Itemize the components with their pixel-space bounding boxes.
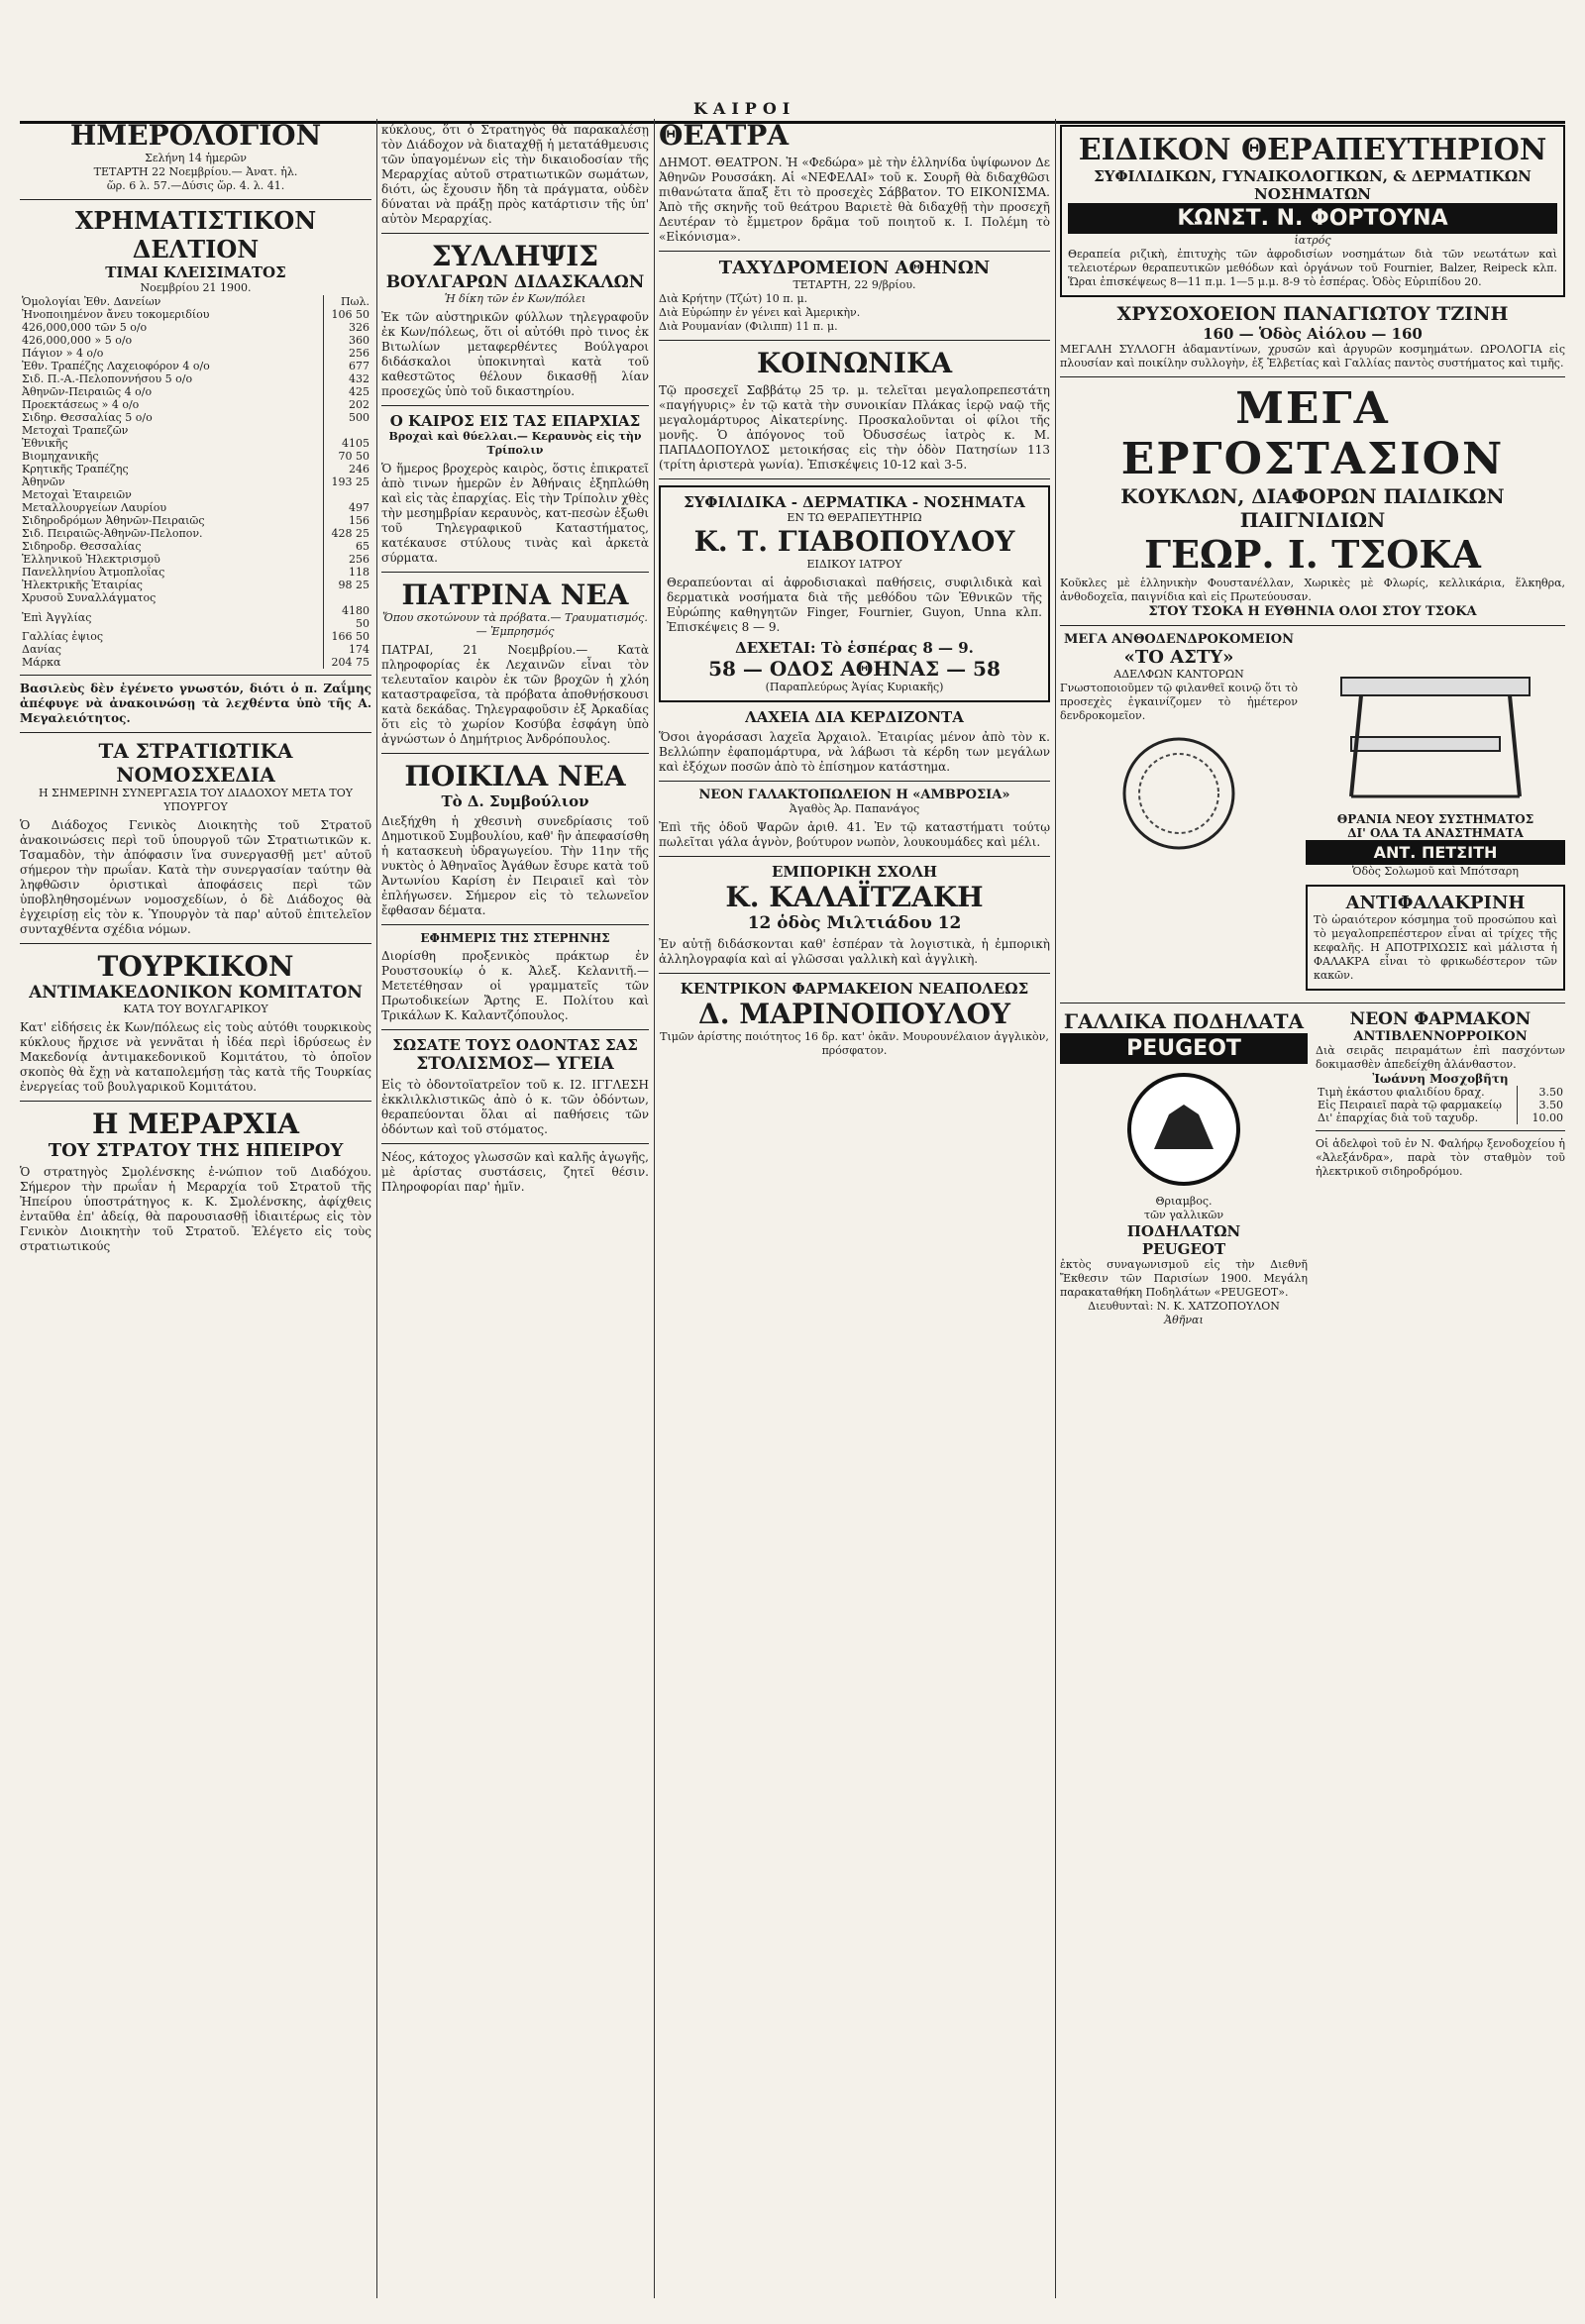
- spec-text: Θεραπεία ριζικὴ, ἐπιτυχὴς τῶν ἀφροδισίων νοσημάτων διὰ τῶν νεωτάτων καὶ τελειοτέρων θεραπευτικῶν μεθόδων καὶ ὀργάνων τοῦ Fournier, Balzer, Reipeck κλπ. Ὥραι ἐπισκέψεως 8—11 π.μ. 1—5 μ.μ. 8-9 τὸ ἑσπέρας. Ὁδὸς Εὐριπίδου 20.: [1068, 248, 1557, 288]
- divider: [20, 1101, 371, 1102]
- column-1: [20, 119, 371, 1258]
- row-value: 432: [324, 372, 372, 385]
- price-row: [1316, 1086, 1565, 1099]
- save-subtitle: ΣΤΟΛΙΣΜΟΣ— ΥΓΕΙΑ: [416, 1054, 614, 1074]
- fleet-text: Διορίσθη προξενικὸς πράκτωρ ἐν Ρουστσουκίῳ ὁ κ. Ἀλεξ. Κελανιτῆ.— Μετετέθησαν οἱ γραμματεῖς τῶν Πρωτοδικείων Ἄρτης Ε. Πολίτου καὶ Τρικάλων Κ. Καλαντζόπουλος.: [381, 949, 649, 1022]
- row-value: 174: [324, 643, 372, 656]
- toys-title: ΜΕΓΑ ΕΡΓΟΣΤΑΣΙΟΝ: [1120, 383, 1505, 484]
- school-title: ΕΜΠΟΡΙΚΗ ΣΧΟΛΗ: [771, 863, 938, 881]
- row-label: Ὁμολογίαι Ἐθν. Δανείων: [22, 295, 161, 308]
- pharmacy-title: ΚΕΝΤΡΙΚΟΝ ΦΑΡΜΑΚΕΙΟΝ ΝΕΑΠΟΛΕΩΣ: [680, 980, 1029, 998]
- patra-text: ΠΑΤΡΑΙ, 21 Νοεμβρίου.— Κατὰ πληροφορίας ἐκ Λεχαινῶν εἶναι τὸν τελευταῖον καιρὸν ἐκ τῶν βροχῶν ἡ χλόη καταστραφεῖσα, τὰ πρόβατα ἀποθνῄσκουσι κατὰ δεκάδας. Τηλεγραφοῦσιν ἐξ Ἀρκαδίας ὅτι εἰς τὸ χωρίον Κοσύβα ἐσφάγη ὑπὸ ἀγνώστων ὁ Δημήτριος Ἀνδρόπουλος.: [381, 643, 649, 746]
- school-desk-illustration: [1312, 638, 1559, 806]
- hair-ad: [1306, 885, 1565, 991]
- row-value: 4180 50: [324, 604, 372, 630]
- divider: [381, 924, 649, 925]
- divider: [20, 732, 371, 733]
- clinic-text: Θεραπεύονται αἱ ἀφροδισιακαὶ παθήσεις, συφιλιδικὰ καὶ δερματικὰ νοσήματα διὰ τῆς μεθόδου τῶν Ἑθνικῶν τῆς Εὐρώπης καθηγητῶν Finger, Fournier, Guyon, Unna κλπ. Ἐπισκέψεις 8 — 9.: [667, 576, 1042, 634]
- military-subtitle: Η ΣΗΜΕΡΙΝΗ ΣΥΝΕΡΓΑΣΙΑ ΤΟΥ ΔΙΑΔΟΧΟΥ ΜΕΤΑ ΤΟΥ ΥΠΟΥΡΓΟΥ: [38, 787, 354, 813]
- calendar-line: ΤΕΤΑΡΤΗ 22 Νοεμβρίου.— Ἀνατ. ἡλ.: [93, 165, 298, 178]
- spec-title: ΕΙΔΙΚΟΝ ΘΕΡΑΠΕΥΤΗΡΙΟΝ: [1078, 133, 1547, 167]
- masthead: ΚΑΙΡΟΙ: [693, 99, 796, 118]
- lion-logo-icon: [1124, 1070, 1243, 1189]
- finance-row: [20, 450, 371, 463]
- finance-row: [20, 321, 371, 334]
- gold-address: 160 — Ὁδὸς Αἰόλου — 160: [1203, 325, 1423, 343]
- row-label: Σιδ. Π.-Α.-Πελοποννήσου 5 ο/ο: [22, 372, 193, 385]
- flower-text: Γνωστοποιοῦμεν τῷ φιλανθεῖ κοινῷ ὅτι τὸ προσεχὲς ἐγκαινίζομεν τὸ ἡμέτερον δενδροκομεῖον.: [1060, 682, 1298, 722]
- row-label: Ἐθνικῆς: [22, 437, 68, 450]
- row-label: Μετοχαὶ Ἑταιρειῶν: [22, 488, 132, 501]
- row-value: 3.50: [1518, 1086, 1566, 1099]
- row-label: Σιδ. Πειραιῶς-Ἀθηνῶν-Πελοπον.: [22, 527, 203, 540]
- pharmacy-name: Δ. ΜΑΡΙΝΟΠΟΥΛΟΥ: [698, 998, 1010, 1030]
- peugeot-text: ἐκτὸς συναγωνισμοῦ εἰς τὴν Διεθνῆ Ἔκθεσιν τῶν Παρισίων 1900. Μεγάλη παρακαταθήκη Ποδηλάτων «PEUGEOT».: [1060, 1258, 1308, 1299]
- save-text: Εἰς τὸ ὀδοντοϊατρεῖον τοῦ κ. Ι2. ΙΓΓΛΕΣΗ ἐκκλιλκλιστικῶς ἀπὸ ὁ κ. τῶν ὀδόντων, θεραπεύονται ὅλαι αἱ παθήσεις τῶν ὀδόντων καὶ τοῦ στόματος.: [381, 1078, 649, 1136]
- row-value: 425: [324, 385, 372, 398]
- clinic-ad: [659, 485, 1050, 702]
- post-line: Διὰ Κρήτην (Τζώτ) 10 π. μ.: [659, 292, 808, 305]
- finance-row: [20, 475, 371, 488]
- finance-row: [20, 411, 371, 424]
- turkey-subtitle: ΚΑΤΑ ΤΟΥ ΒΟΥΛΓΑΡΙΚΟΥ: [123, 1003, 268, 1015]
- drug-title: ΝΕΟΝ ΦΑΡΜΑΚΟΝ: [1349, 1009, 1532, 1029]
- finance-row: [20, 372, 371, 385]
- patra-title: ΠΑΤΡΙΝΑ ΝΕΑ: [401, 579, 629, 611]
- row-label: Γαλλίας ἐψιος: [22, 630, 104, 643]
- row-label: Εἰς Πειραιεῖ παρὰ τῷ φαρμακείῳ: [1318, 1099, 1502, 1111]
- turkey-title-2: ΑΝΤΙΜΑΚΕΔΟΝΙΚΟΝ ΚΟΜΙΤΑΤΟΝ: [29, 983, 363, 1003]
- row-value: 677: [324, 360, 372, 372]
- row-label: Κρητικῆς Τραπέζης: [22, 463, 129, 475]
- price-row: [1316, 1111, 1565, 1124]
- arrest-title-2: ΒΟΥΛΓΑΡΩΝ ΔΙΔΑΣΚΑΛΩΝ: [385, 272, 645, 292]
- row-value: 98 25: [324, 579, 372, 591]
- shop-title: ΝΕΟΝ ΓΑΛΑΚΤΟΠΩΛΕΙΟΝ Η «ΑΜΒΡΟΣΙΑ»: [698, 788, 1010, 802]
- desk-title: ΘΡΑΝΙΑ ΝΕΟΥ ΣΥΣΤΗΜΑΤΟΣ: [1336, 812, 1534, 826]
- finance-row: [20, 579, 371, 591]
- clinic-subtitle: ΕΝ ΤΩ ΘΕΡΑΠΕΥΤΗΡΙΩ: [787, 511, 922, 524]
- turkey-title: ΤΟΥΡΚΙΚΟΝ: [97, 950, 294, 983]
- toys-name: ΓΕΩΡ. Ι. ΤΣΟΚΑ: [1144, 532, 1481, 577]
- row-label: Ἑλληνικοῦ Ἠλεκτρισμοῦ: [22, 553, 160, 566]
- finance-row: [20, 540, 371, 553]
- note: Βασιλεὺς δὲν ἐγένετο γνωστόν, διότι ὁ π. Ζαΐμης ἀπέφυγε νὰ ἀνακοινώσῃ τὰ λεχθέντα ὑπὸ τῆς Α. Μεγαλειότητος.: [20, 682, 371, 725]
- flower-ad: [1060, 632, 1298, 997]
- row-value: 256: [324, 347, 372, 360]
- row-value: 500: [324, 411, 372, 424]
- row-label: Δι' ἐπαρχίας διὰ τοῦ ταχυδρ.: [1318, 1111, 1479, 1124]
- finance-title: ΧΡΗΜΑΤΙΣΤΙΚΟΝ ΔΕΛΤΙΟΝ: [74, 206, 317, 264]
- finance-row: [20, 437, 371, 450]
- row-label: Ἐπὶ Ἀγγλίας: [22, 610, 92, 624]
- row-value: 497: [324, 501, 372, 514]
- clinic-hours: ΔΕΧΕΤΑΙ: Τὸ ἑσπέρας 8 — 9.: [735, 639, 974, 657]
- row-value: 118: [324, 566, 372, 579]
- arrest-text: Ἐκ τῶν αὐστηρικῶν φύλλων τηλεγραφοῦν ἐκ Κων/πόλεως, ὅτι οἱ αὐτόθι πρὸ τινος ἐκ Βιτωλίων μεταφερθέντες Βούλγαροι διδάσκαλοι ὑποκινηταὶ κατὰ τοῦ καθεστῶτος θέλουν δικασθῇ λίαν προσεχῶς ὑπὸ τοῦ δικαστηρίου.: [381, 310, 649, 398]
- arrest-subtitle: Ἡ δίκη τῶν ἐν Κων/πόλει: [444, 292, 586, 305]
- toys-subtitle: ΚΟΥΚΛΩΝ, ΔΙΑΦΟΡΩΝ ΠΑΙΔΙΚΩΝ ΠΑΙΓΝΙΔΙΩΝ: [1120, 484, 1505, 532]
- row-label: Προεκτάσεως » 4 ο/ο: [22, 398, 140, 411]
- patra-subtitle: Ὅπου σκοτώνουν τὰ πρόβατα.— Τραυματισμός.— Ἐμπρησμός: [382, 611, 648, 638]
- row-label: Πανελληνίου Ἀτμοπλοΐας: [22, 566, 165, 579]
- row-label: Χρυσοῦ Συναλλάγματος: [22, 591, 157, 604]
- lottery-title: ΛΑΧΕΙΑ ΔΙΑ ΚΕΡΔΙΖΟΝΤΑ: [745, 708, 964, 726]
- special-clinic-ad: [1060, 125, 1565, 297]
- row-label: Δανίας: [22, 643, 61, 656]
- row-value: 70 50: [324, 450, 372, 463]
- row-label: Σιδηροδρ. Θεσσαλίας: [22, 540, 142, 553]
- divider: [1060, 625, 1565, 626]
- peugeot-title: ΓΑΛΛΙΚΑ ΠΟΔΗΛΑΤΑ: [1063, 1009, 1305, 1033]
- flower-name: «ΤΟ ΑΣΤΥ»: [1123, 647, 1234, 668]
- row-value: [324, 591, 372, 604]
- divider: [20, 199, 371, 200]
- desk-owner: ΑΝΤ. ΠΕΤΣΙΤΗ: [1306, 840, 1565, 865]
- flower-owner: ΑΔΕΛΦΩΝ ΚΑΝΤΟΡΩΝ: [1113, 668, 1244, 681]
- calendar-line: ὥρ. 6 λ. 57.—Δύσις ὥρ. 4. λ. 41.: [106, 179, 285, 192]
- price-row: [1316, 1099, 1565, 1111]
- finance-row: [20, 295, 371, 308]
- weather-title: Ο ΚΑΙΡΟΣ ΕΙΣ ΤΑΣ ΕΠΑΡΧΙΑΣ: [389, 412, 641, 430]
- divider: [659, 251, 1050, 252]
- row-label: Ἐθν. Τραπέζης Λαχειοφόρον 4 ο/ο: [22, 360, 210, 372]
- shop-subtitle: Ἀγαθὸς Ἀρ. Παπανάγος: [789, 802, 920, 815]
- clinic-role: ΕΙΔΙΚΟΥ ΙΑΤΡΟΥ: [806, 558, 902, 571]
- row-value: 202: [324, 398, 372, 411]
- flower-title: ΜΕΓΑ ΑΝΘΟΔΕΝΔΡΟΚΟΜΕΙΟΝ: [1063, 632, 1295, 647]
- army-title: Η ΜΕΡΑΡΧΙΑ: [92, 1108, 299, 1140]
- theatre-text: ΔΗΜΟΤ. ΘΕΑΤΡΟΝ. Ἡ «Φεδώρα» μὲ τὴν ἑλληνίδα ὑψίφωνον Δε Ἀθηνῶν Ρουσσάκη. Αἱ «ΝΕΦΕΛΑΙ» τοῦ κ. Σουρῆ θὰ διδαχθῶσι πιθανώτατα ἅπαξ ἔτι τὸ προσεχὲς Σάββατον. ΤΟ ΕΙΚΟΝΙΣΜΑ. Ἀπὸ τῆς σκηνῆς τοῦ θεάτρου Βαριετὲ θὰ διδαχθῇ τὴν προσεχῆ Δευτέραν τὸ ἔμμετρον δρᾶμα τοῦ ποιητοῦ κ. Ι. Πολέμη τὸ «Εἰκόνισμα».: [659, 156, 1050, 244]
- toys-text: Κοῦκλες μὲ ἑλληνικὴν Φουστανέλλαν, Χωρικὲς μὲ Φλωρίς, κελλικάρια, ἕλκηθρα, ἀνθοδοχεῖα, παιγνίδια καὶ εἰς Πρωτεύουσαν.: [1060, 577, 1565, 603]
- divider: [659, 973, 1050, 974]
- finance-date: Νοεμβρίου 21 1900.: [140, 281, 252, 294]
- peugeot-agent: Διευθυνταὶ: Ν. Κ. ΧΑΤΖΟΠΟΥΛΟΝ: [1088, 1300, 1280, 1313]
- finance-row: [20, 488, 371, 501]
- peugeot-brand: PEUGEOT: [1060, 1033, 1308, 1064]
- finance-row: [20, 656, 371, 669]
- peugeot-line: τῶν γαλλικῶν: [1143, 1209, 1224, 1221]
- row-value: 360: [324, 334, 372, 347]
- finance-row: [20, 514, 371, 527]
- post-line: Διὰ Ρουμανίαν (Φιλιππ) 11 π. μ.: [659, 320, 838, 333]
- finance-row: [20, 360, 371, 372]
- row-label: Ἠλεκτρικῆς Ἑταιρίας: [22, 579, 143, 591]
- row-label: Ἠνοποιημένον ἄνευ τοκομεριδίου: [22, 308, 210, 321]
- finance-table: [20, 295, 371, 669]
- divider: [659, 781, 1050, 782]
- finance-row: [20, 347, 371, 360]
- row-value: 204 75: [324, 656, 372, 669]
- desk-ad: [1306, 632, 1565, 997]
- finance-subtitle: ΤΙΜΑΙ ΚΛΕΙΣΙΜΑΤΟΣ: [105, 264, 286, 281]
- clinic-address: 58 — ΟΔΟΣ ΑΘΗΝΑΣ — 58: [708, 657, 1001, 681]
- finance-row: [20, 591, 371, 604]
- row-value: 166 50: [324, 630, 372, 643]
- divider: [381, 405, 649, 406]
- drug-subtitle: ΑΝΤΙΒΛΕΝΝΟΡΡΟΙΚΟΝ: [1353, 1029, 1528, 1044]
- finance-row: [20, 398, 371, 411]
- school-text: Ἐν αὐτῇ διδάσκονται καθ' ἑσπέραν τὰ λογιστικὰ, ἡ ἐμπορικὴ ἀλληλογραφία καὶ αἱ γλῶσσαι γαλλικὴ καὶ ἀγγλικὴ.: [659, 937, 1050, 966]
- arrest-title: ΣΥΛΛΗΨΙΣ: [431, 240, 599, 272]
- misc-subtitle: Τὸ Δ. Συμβούλιον: [441, 792, 589, 810]
- divider: [20, 943, 371, 944]
- row-value: 428 25: [324, 527, 372, 540]
- theatre-title: ΘΕΑΤΡΑ: [659, 119, 790, 152]
- finance-row: [20, 643, 371, 656]
- row-label: Σιδηροδρόμων Ἀθηνῶν-Πειραιῶς: [22, 514, 205, 527]
- footer-text: Οἱ ἀδελφοὶ τοῦ ἐν Ν. Φαλήρῳ ξενοδοχείου ἡ «Ἀλεξάνδρα», παρὰ τὸν σταθμὸν τοῦ ἠλεκτρικοῦ σιδηροδρόμου.: [1316, 1137, 1565, 1178]
- misc-text: Διεξήχθη ἡ χθεσινὴ συνεδρίασις τοῦ Δημοτικοῦ Συμβουλίου, καθ' ἣν ἀπεφασίσθη ἡ κατασκευὴ ὑδραγωγείου. Τὴν 11ην τῆς νυκτὸς ὁ Ἀθηναῖος Ἀγάθων ἔσυρε κατὰ τοῦ Ἀντωνίου Καρίση ἐν Πειραιεῖ καὶ τὸν ἐπλήγωσεν. Σήμερον εἰς τὸ τελωνεῖον ἔφθασαν δέματα.: [381, 814, 649, 917]
- divider: [1316, 1130, 1565, 1131]
- gold-text: ΜΕΓΑΛΗ ΣΥΛΛΟΓΗ ἀδαμαντίνων, χρυσῶν καὶ ἀργυρῶν κοσμημάτων. ΩΡΟΛΟΓΙΑ εἰς πλουσίαν καὶ ποικίλην συλλογὴν, ἐξ Ἑλβετίας καὶ Γαλλίας παντὸς συστήματος καὶ τιμῆς.: [1060, 343, 1565, 370]
- finance-row: [20, 334, 371, 347]
- peugeot-line: PEUGEOT: [1141, 1240, 1226, 1258]
- column-rule: [654, 119, 655, 2298]
- peugeot-line: Θριαμβος.: [1155, 1195, 1213, 1208]
- misc-title: ΠΟΙΚΙΛΑ ΝΕΑ: [404, 760, 626, 792]
- spec-role: ἰατρός: [1294, 234, 1331, 247]
- clinic-title: ΣΥΦΙΛΙΔΙΚΑ - ΔΕΡΜΑΤΙΚΑ - ΝΟΣΗΜΑΤΑ: [684, 493, 1025, 511]
- row-label: Ἀθηνῶν-Πειραιῶς 4 ο/ο: [22, 385, 153, 398]
- drug-owner: Ἰωάννη Μοσχοβῆτη: [1372, 1072, 1509, 1086]
- toys-banner: ΣΤΟΥ ΤΣΟΚΑ Η ΕΥΘΗΝΙΑ ΟΛΟΙ ΣΤΟΥ ΤΣΟΚΑ: [1148, 604, 1477, 619]
- finance-row: [20, 385, 371, 398]
- column-3: [659, 119, 1050, 1058]
- finance-row: [20, 463, 371, 475]
- row-label: Μετοχαὶ Τραπεζῶν: [22, 424, 129, 437]
- row-value: 3.50: [1518, 1099, 1566, 1111]
- post-title: ΤΑΧΥΔΡΟΜΕΙΟΝ ΑΘΗΝΩΝ: [718, 258, 991, 278]
- lead-text: κύκλους, ὅτι ὁ Στρατηγὸς θὰ παρακαλέσῃ τὸν Διάδοχον νὰ διαταχθῇ ἡ μετατάθμευσις τῶν ὑπαγομένων εἰς τὴν δικαιοδοσίαν τῆς Μεραρχίας αὐτοῦ στρατιωτικῶν σωμάτων, διότι, ὡς ἔχουσιν ἤδη τὰ πράγματα, οὐδὲν δύναται νὰ πράξῃ πρὸς κατάρτισιν τῆς ὑπ' αὐτὸν Μεραρχίας.: [381, 123, 649, 226]
- row-label: Μεταλλουργείων Λαυρίου: [22, 501, 167, 514]
- divider: [659, 478, 1050, 479]
- turkey-text: Κατ' εἰδήσεις ἐκ Κων/πόλεως εἰς τοὺς αὐτόθι τουρκικοὺς κύκλους ἤρχισε νὰ γεννᾶται ἡ ἰδέα περὶ ἱδρύσεως ἐν Μακεδονίᾳ ἀντιμακεδονικοῦ Κομιτάτου, τὸ ὁποῖον σκοπὸς θὰ ἔχῃ νὰ καταπολεμήσῃ τὰς κατὰ τῆς Τουρκίας ἐνεργείας τοῦ βουλγαρικοῦ Κομιτάτου.: [20, 1020, 371, 1094]
- shop-text: Ἐπὶ τῆς ὁδοῦ Ψαρῶν ἀριθ. 41. Ἐν τῷ καταστήματι τούτῳ πωλεῖται γάλα ἁγνὸν, βούτυρον νωπὸν, λουκουμάδες καὶ μέλι.: [659, 820, 1050, 849]
- row-value: 326: [324, 321, 372, 334]
- finance-row: [20, 527, 371, 540]
- hair-title: ΑΝΤΙΦΑΛΑΚΡΙΝΗ: [1345, 893, 1526, 913]
- bottom-text: Νέος, κάτοχος γλωσσῶν καὶ καλῆς ἀγωγῆς, μὲ ἀρίστας συστάσεις, ζητεῖ θέσιν. Πληροφορίαι παρ' ἡμῖν.: [381, 1150, 649, 1194]
- desk-address: Ὁδὸς Σολωμοῦ καὶ Μπότσαρη: [1352, 865, 1519, 878]
- spec-name: ΚΩΝΣΤ. Ν. ΦΟΡΤΟΥΝΑ: [1068, 203, 1557, 234]
- drug-text: Διὰ σειρᾶς πειραμάτων ἐπὶ πασχόντων δοκιμασθὲν ἀπεδείχθη ἀλάνθαστον.: [1316, 1044, 1565, 1071]
- row-value: Πωλ.: [324, 295, 372, 308]
- weather-text: Ὁ ἥμερος βροχερὸς καιρὸς, ὅστις ἐπικρατεῖ ἀπὸ τινων ἡμερῶν ἐν Ἀθήναις ἐξηπλώθη καὶ εἰς τὰς ἐπαρχίας. Εἰς τὴν Τρίπολιν χθὲς τὴν μεσημβρίαν κεραυνὸς, κατ-πεσὼν ἐξωθι τοῦ Τηλεγραφικοῦ Καταστήματος, κατέκαυσε στύλους τινὰς καὶ ἀρκετὰ σύρματα.: [381, 462, 649, 565]
- fleet-title: ΕΦΗΜΕΡΙΣ ΤΗΣ ΣΤΕΡΗΝΗΣ: [420, 931, 610, 945]
- military-title: ΤΑ ΣΤΡΑΤΙΩΤΙΚΑ ΝΟΜΟΣΧΕΔΙΑ: [98, 739, 293, 787]
- lottery-text: Ὅσοι ἀγοράσασι λαχεῖα Ἀρχαιολ. Ἐταιρίας μένον ἀπὸ τὸν κ. Βελλώπην ἐφαπομάρτυρα, νὰ λάβωσι τὰ κέρδη των μεγάλων καὶ ἐξόχων ποσῶν ἀπὸ τὸ ἐπίσημον κατάστημα.: [659, 730, 1050, 774]
- row-value: 65: [324, 540, 372, 553]
- flower-desk-row: [1060, 632, 1565, 997]
- column-rule: [376, 119, 377, 2298]
- peugeot-line: ΠΟΔΗΛΑΤΩΝ: [1126, 1222, 1241, 1240]
- row-value: 256: [324, 553, 372, 566]
- row-label: Μάρκα: [22, 656, 61, 669]
- bottom-row: [1060, 1009, 1565, 1327]
- social-title: ΚΟΙΝΩΝΙΚΑ: [756, 347, 953, 379]
- spec-subtitle: ΣΥΦΙΛΙΔΙΚΩΝ, ΓΥΝΑΙΚΟΛΟΓΙΚΩΝ, & ΔΕΡΜΑΤΙΚΩΝ ΝΟΣΗΜΑΤΩΝ: [1094, 167, 1532, 203]
- column-4: [1060, 119, 1565, 1327]
- row-label: 426,000,000 τῶν 5 ο/ο: [22, 321, 148, 334]
- divider: [381, 572, 649, 573]
- army-title-2: ΤΟΥ ΣΤΡΑΤΟΥ ΤΗΣ ΗΠΕΙΡΟΥ: [48, 1140, 344, 1161]
- divider: [381, 1029, 649, 1030]
- row-label: Ἀθηνῶν: [22, 475, 65, 488]
- row-value: 10.00: [1518, 1111, 1566, 1124]
- finance-row: [20, 604, 371, 630]
- divider: [659, 856, 1050, 857]
- divider: [381, 753, 649, 754]
- peugeot-ad: [1060, 1009, 1308, 1327]
- clinic-address-sub: (Παραπλεύρως Ἁγίας Κυριακῆς): [765, 681, 944, 693]
- row-value: [324, 488, 372, 501]
- post-line: Διὰ Εὐρώπην ἐν γένει καὶ Ἀμερικὴν.: [659, 306, 861, 319]
- finance-row: [20, 553, 371, 566]
- peugeot-city: Ἀθῆναι: [1164, 1314, 1204, 1326]
- hair-text: Τὸ ὡραιότερον κόσμημα τοῦ προσώπου καὶ τὸ μεγαλοπρεπέστερον εἶναι αἱ τρίχες τῆς κεφαλῆς. Η ΑΠΟΤΡΙΧΩΣΙΣ καὶ μάλιστα ἡ ΦΑΛΑΚΡΑ εἶναι τὸ φρικωδέστερον τῶν κακῶν.: [1314, 913, 1557, 982]
- finance-row: [20, 566, 371, 579]
- row-label: Τιμὴ ἑκάστου φιαλιδίου δραχ.: [1318, 1086, 1485, 1099]
- row-value: 246: [324, 463, 372, 475]
- divider: [381, 1143, 649, 1144]
- divider: [381, 233, 649, 234]
- calendar-line: Σελήνη 14 ἡμερῶν: [145, 152, 247, 164]
- row-value: 156: [324, 514, 372, 527]
- save-title: ΣΩΣΑΤΕ ΤΟΥΣ ΟΔΟΝΤΑΣ ΣΑΣ: [392, 1036, 638, 1054]
- pharmacy-text: Τιμῶν ἀρίστης ποιότητος 16 δρ. κατ' ὀκᾶν. Μουρουνέλαιον ἀγγλικὸν, πρόσφατον.: [660, 1030, 1049, 1057]
- row-label: Σιδηρ. Θεσσαλίας 5 ο/ο: [22, 411, 153, 424]
- row-label: Βιομηχανικῆς: [22, 450, 99, 463]
- finance-row: [20, 501, 371, 514]
- row-value: 106 50: [324, 308, 372, 321]
- clinic-name: Κ. Τ. ΓΙΑΒΟΠΟΥΛΟΥ: [693, 525, 1015, 558]
- divider: [659, 340, 1050, 341]
- column-2: [381, 119, 649, 1199]
- divider: [1060, 1003, 1565, 1004]
- row-label: 426,000,000 » 5 ο/ο: [22, 334, 133, 347]
- drug-price-table: [1316, 1086, 1565, 1124]
- desk-subtitle: ΔΙ' ΟΛΑ ΤΑ ΑΝΑΣΤΗΜΑΤΑ: [1347, 826, 1524, 840]
- flower-wreath-illustration: [1080, 729, 1278, 858]
- divider: [20, 675, 371, 676]
- row-value: 4105: [324, 437, 372, 450]
- drug-ad: [1316, 1009, 1565, 1327]
- social-text: Τῷ προσεχεῖ Σαββάτῳ 25 τρ. μ. τελεῖται μεγαλοπρεπεστάτη «παγήγυρις» ἐν τῷ κατὰ τὴν συνοικίαν Πλάκας ἱερῷ ναῷ τῆς μεγαλομάρτυρος Αἰκατερίνης. Προσκαλοῦνται οἱ φίλοι τῆς μονῆς. Ὁ ἀπόγονος τοῦ Ὀδυσσέως ἰατρὸς κ. Μ. ΠΑΠΑΔΟΠΟΥΛΟΣ μετοικήσας εἰς τὴν ὁδὸν Πατησίων 113 (τρίτη ἀριστερὰ γωνία). Ἐπισκέψεις 10-12 καὶ 3-5.: [659, 383, 1050, 472]
- finance-row: [20, 424, 371, 437]
- school-address: 12 ὁδὸς Μιλτιάδου 12: [747, 913, 962, 933]
- row-value: [324, 424, 372, 437]
- post-date: ΤΕΤΑΡΤΗ, 22 9/βρίου.: [792, 278, 916, 291]
- row-value: 193 25: [324, 475, 372, 488]
- row-label: Πάγιον » 4 ο/ο: [22, 347, 104, 360]
- gold-title: ΧΡΥΣΟΧΟΕΙΟΝ ΠΑΝΑΓΙΩΤΟΥ ΤΖΙΝΗ: [1116, 303, 1509, 325]
- divider: [1060, 376, 1565, 377]
- column-rule: [1055, 119, 1056, 2298]
- finance-row: [20, 308, 371, 321]
- military-text: Ὁ Διάδοχος Γενικὸς Διοικητὴς τοῦ Στρατοῦ ἀνακοινώσεις περὶ τοῦ ὑπουργοῦ τῶν Στρατιωτικῶν κ. Τσαμαδὸν, τὴν ἀπόφασιν ἵνα συνεργασθῇ μετ' αὐτοῦ σήμερον τὴν πρωΐαν. Κατὰ τὴν συνεργασίαν ταύτην θὰ ληφθῶσιν ὁριστικαὶ ἀποφάσεις περὶ τῶν ὑποβληθησομένων νομοσχεδίων, ὁ δὲ Διάδοχος θὰ ἐγχειρίσῃ εἰς τὸν κ. Ὑπουργὸν τὰ παρ' αὐτοῦ ἐπιτελεῖον συνταχθέντα σχέδια νόμων.: [20, 818, 371, 936]
- weather-subtitle: Βροχαὶ καὶ θύελλαι.— Κεραυνὸς εἰς τὴν Τρίπολιν: [388, 430, 642, 457]
- school-name: Κ. ΚΑΛΑΪΤΖΑΚΗ: [725, 881, 984, 913]
- army-text: Ὁ στρατηγὸς Σμολένσκης ἐ-νώπιον τοῦ Διαδόχου. Σήμερον τὴν πρωΐαν ἡ Μεραρχία τοῦ Στρατοῦ τῆς Ἠπείρου ὑποστράτηγος κ. Κ. Σμολένσκης, ἀφίχθεις ἐνταῦθα ἐπ' ἀδείᾳ, θὰ παρουσιασθῇ ἰδιαιτέρως εἰς τὸν Γενικὸν Διοικητὴν τοῦ Στρατοῦ. Ἐλέγετο εἰς τοὺς στρατιωτικούς: [20, 1165, 371, 1253]
- calendar-title: ΗΜΕΡΟΛΟΓΙΟΝ: [69, 119, 322, 152]
- finance-row: [20, 630, 371, 643]
